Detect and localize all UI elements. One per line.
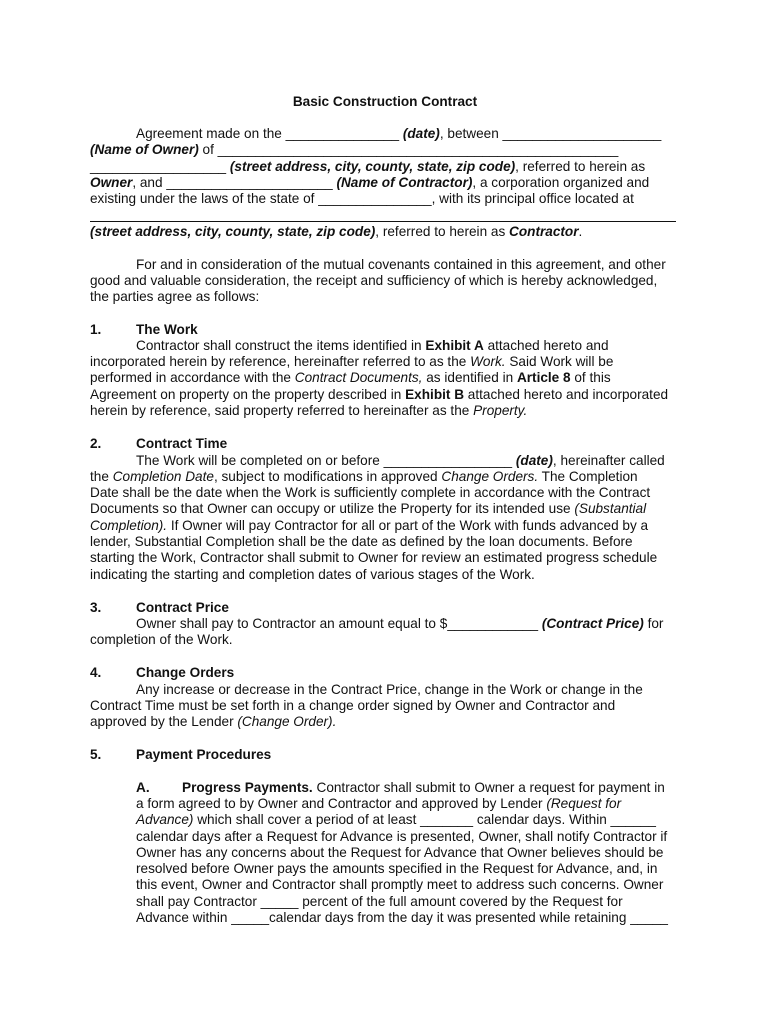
s3-line-2: completion of the Work. [90,632,233,647]
s2-line-3: Date shall be the date when the Work is sufficiently complete in accordance with the Contract [90,485,651,500]
s5a-line-5: Owner has any concerns about the Request for Advance that Owner believes should be [136,845,664,860]
s2-line-4: Documents so that Owner can occupy or utilize the Property for its intended use (Substantial [90,501,647,516]
s4-line-1: Any increase or decrease in the Contract Price, change in the Work or change in the [136,682,643,697]
s5a-line-2: a form agreed to by Owner and Contractor and approved by Lender (Request for [136,796,622,811]
s5a-line-3: Advance) which shall cover a period of at least _______ calendar days. Within ______ [136,812,656,827]
intro-line-1: Agreement made on the _______________ (date), between _____________________ [136,126,662,141]
address-blank-line [90,221,676,222]
s2-line-7: starting the Work, Contractor shall submit to Owner for review an estimated progress schedule [90,550,658,565]
s2-line-6: lender, Substantial Completion shall be the date as defined by the loan documents. Before [90,534,633,549]
intro-line-5: existing under the laws of the state of _______________, with its principal office located at [90,191,634,206]
consideration-line-2: good and valuable consideration, the receipt and sufficiency of which is hereby acknowledged, [90,273,658,288]
consideration-line-1: For and in consideration of the mutual covenants contained in this agreement, and other [136,257,666,272]
s2-line-1: The Work will be completed on or before _________________ (date), hereinafter called [136,453,665,468]
section-1-number: 1. [90,322,102,337]
s1-line-5: herein by reference, said property referred to hereinafter as the Property. [90,403,528,418]
s2-line-5: Completion). If Owner will pay Contractor for all or part of the Work with funds advanced by a [90,518,649,533]
section-5-number: 5. [90,747,102,762]
section-3-number: 3. [90,600,102,615]
s4-line-2: Contract Time must be set forth in a change order signed by Owner and Contractor and [90,698,616,713]
s3-line-1: Owner shall pay to Contractor an amount equal to $____________ (Contract Price) for [136,616,664,631]
s5a-line-7: this event, Owner and Contractor shall promptly meet to address such concerns. Owner [136,877,664,892]
s4-line-3: approved by the Lender (Change Order). [90,714,337,729]
intro-line-6: (street address, city, county, state, zip code), referred to herein as Contractor. [90,224,583,239]
s5a-line-8: shall pay Contractor _____ percent of the full amount covered by the Request for [136,894,623,909]
intro-line-3: __________________ (street address, city, county, state, zip code), referred to herein as [90,159,646,174]
consideration-line-3: the parties agree as follows: [90,289,260,304]
section-4-heading: Change Orders [136,665,235,680]
section-1-heading: The Work [136,322,198,337]
s1-line-2: incorporated herein by reference, hereinafter referred to as the Work. Said Work will be [90,354,614,369]
s1-line-4: Agreement on property on the property described in Exhibit B attached hereto and incorporated [90,387,669,402]
s5a-line-1: Progress Payments. Contractor shall submit to Owner a request for payment in [182,780,665,795]
intro-line-2: (Name of Owner) of _____________________________________________________ [90,142,619,157]
s1-line-1: Contractor shall construct the items identified in Exhibit A attached hereto and [136,338,609,353]
section-2-number: 2. [90,436,102,451]
s2-line-2: the Completion Date, subject to modifications in approved Change Orders. The Completion [90,469,638,484]
section-4-number: 4. [90,665,102,680]
intro-line-4: Owner, and ______________________ (Name of Contractor), a corporation organized and [90,175,650,190]
s1-line-3: performed in accordance with the Contract Documents, as identified in Article 8 of this [90,370,611,385]
s2-line-8: indicating the starting and completion dates of various stages of the Work. [90,567,535,582]
s5a-line-9: Advance within _____calendar days from the day it was presented while retaining _____ [136,910,668,925]
s5a-label: A. [136,780,150,795]
document-title: Basic Construction Contract [292,94,478,109]
section-3-heading: Contract Price [136,600,229,615]
s5a-line-4: calendar days after a Request for Advance is presented, Owner, shall notify Contractor if [136,829,668,844]
s5a-line-6: resolved before Owner pays the amounts specified in the Request for Advance, and, in [136,861,658,876]
section-2-heading: Contract Time [136,436,228,451]
section-5-heading: Payment Procedures [136,747,272,762]
